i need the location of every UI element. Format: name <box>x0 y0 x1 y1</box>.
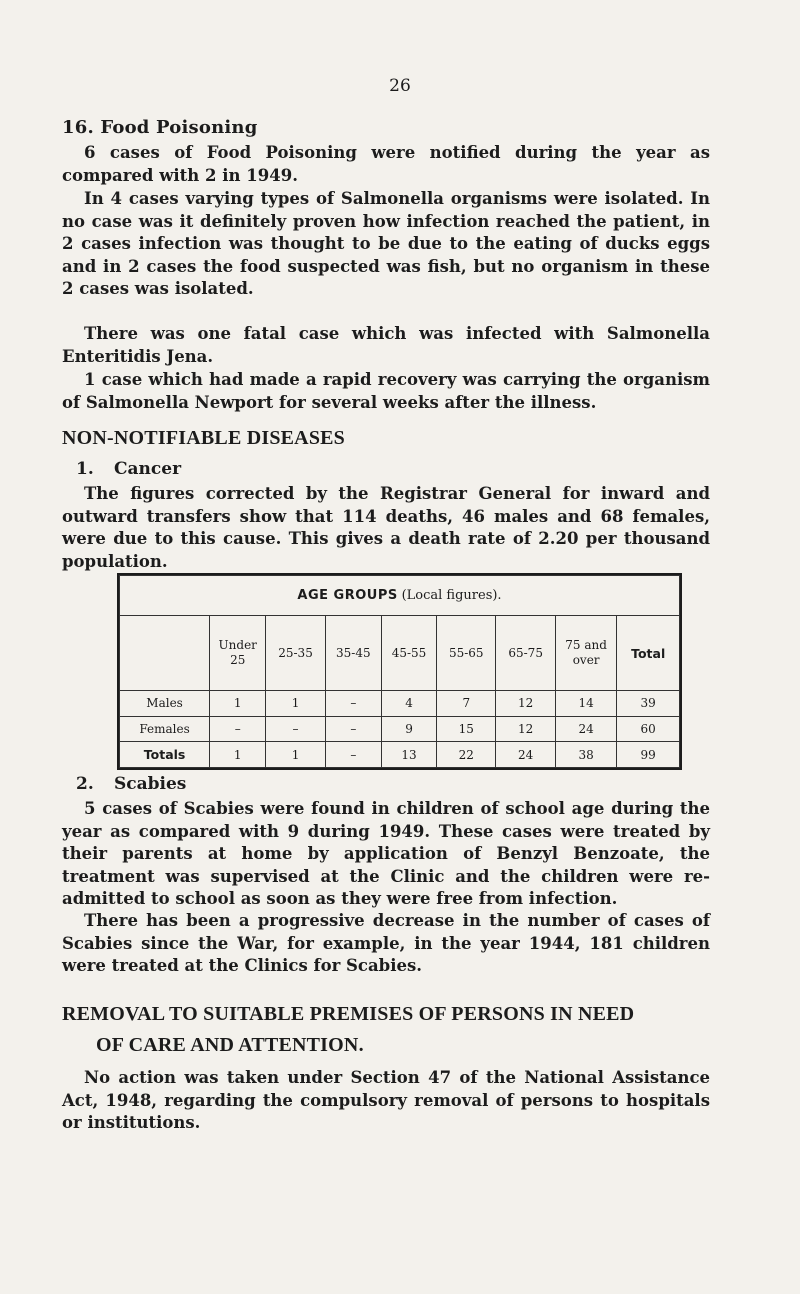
column-header: 25-35 <box>266 616 325 691</box>
table-title <box>120 576 680 616</box>
column-header: 35-45 <box>325 616 381 691</box>
scabies-number: 2. <box>76 774 94 794</box>
scabies-subheading <box>76 774 186 794</box>
table-row-males <box>120 690 680 716</box>
table-cell: 39 <box>617 690 680 716</box>
age-groups-table <box>117 573 682 770</box>
table-title-bold: AGE GROUPS <box>297 588 398 604</box>
page-number: 26 <box>389 76 411 96</box>
table-cell: 9 <box>381 716 436 742</box>
table-cell: 24 <box>555 716 617 742</box>
table-cell: 13 <box>381 742 436 768</box>
table-cell: – <box>210 716 266 742</box>
scabies-paragraph-1: 5 cases of Scabies were found in children of school age during the year as compared with 9 during 1949. These cases were treated by their parents at home by application of Benzyl Benzoate, the treatment was supervised at the Clinic and the children were re-admitted to school as soon as they were free from infection. <box>62 799 710 908</box>
cancer-title: Cancer <box>114 459 182 479</box>
table-cell: 12 <box>496 716 555 742</box>
removal-paragraph: No action was taken under Section 47 of the National Assistance Act, 1948, regarding the compulsory removal of persons to hospitals or institutions. <box>62 1068 710 1132</box>
table-cell: – <box>325 742 381 768</box>
table-row-females <box>120 716 680 742</box>
removal-heading-line-1: REMOVAL TO SUITABLE PREMISES OF PERSONS IN NEED <box>62 1003 635 1025</box>
food-poisoning-paragraph-1: 6 cases of Food Poisoning were notified during the year as compared with 2 in 1949. <box>62 143 710 185</box>
table-cell: – <box>325 716 381 742</box>
table-cell: – <box>325 690 381 716</box>
column-header: 75 and over <box>555 616 617 691</box>
cancer-number: 1. <box>76 459 94 479</box>
table-cell: 1 <box>266 690 325 716</box>
table-cell: 4 <box>381 690 436 716</box>
table-cell: 24 <box>496 742 555 768</box>
table-cell: 60 <box>617 716 680 742</box>
cancer-paragraph: The figures corrected by the Registrar General for inward and outward transfers show that 114 deaths, 46 males and 68 females, were due to this cause. This gives a death rate of 2.20 per thousand population. <box>62 484 710 571</box>
table-cell: 1 <box>266 742 325 768</box>
table-cell: 1 <box>210 690 266 716</box>
table-cell: 14 <box>555 690 617 716</box>
column-header: 65-75 <box>496 616 555 691</box>
table-cell: 22 <box>437 742 496 768</box>
scabies-paragraph-2: There has been a progressive decrease in the number of cases of Scabies since the War, for example, in the year 1944, 181 children were treated at the Clinics for Scabies. <box>62 911 710 975</box>
table-cell: – <box>266 716 325 742</box>
scabies-title: Scabies <box>114 774 187 794</box>
table-row-totals <box>120 742 680 768</box>
row-label: Males <box>120 690 210 716</box>
cancer-subheading <box>76 459 181 479</box>
food-poisoning-paragraph-3: There was one fatal case which was infected with Salmonella Enteritidis Jena. <box>62 324 710 366</box>
food-poisoning-heading: 16. Food Poisoning <box>62 117 258 138</box>
table-cell: 15 <box>437 716 496 742</box>
table-cell: 7 <box>437 690 496 716</box>
table-title-sub: (Local figures). <box>401 588 502 604</box>
column-header: Under 25 <box>210 616 266 691</box>
table-corner-cell <box>120 616 210 691</box>
column-header: 55-65 <box>437 616 496 691</box>
row-label: Totals <box>120 742 210 768</box>
row-label: Females <box>120 716 210 742</box>
table-cell: 38 <box>555 742 617 768</box>
column-header-total: Total <box>617 616 680 691</box>
food-poisoning-paragraph-4: 1 case which had made a rapid recovery was carrying the organism of Salmonella Newport for several weeks after the illness. <box>62 370 710 412</box>
removal-heading-line-2: OF CARE AND ATTENTION. <box>96 1034 364 1056</box>
food-poisoning-paragraph-2: In 4 cases varying types of Salmonella organisms were isolated. In no case was it definitely proven how infection reached the patient, in 2 cases infection was thought to be due to the eating of ducks eggs and in 2 cases the food suspected was fish, but no organism in these 2 cases was isolated. <box>62 189 710 298</box>
table-cell: 12 <box>496 690 555 716</box>
table-cell: 99 <box>617 742 680 768</box>
non-notifiable-heading: NON-NOTIFIABLE DISEASES <box>62 427 346 449</box>
column-header: 45-55 <box>381 616 436 691</box>
table-cell: 1 <box>210 742 266 768</box>
